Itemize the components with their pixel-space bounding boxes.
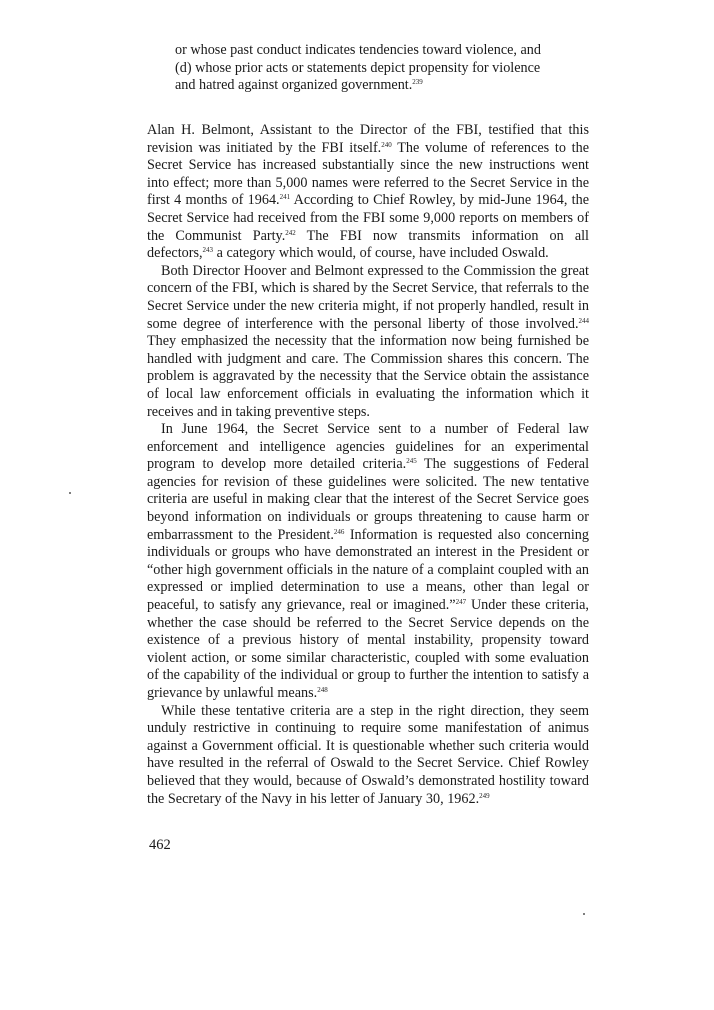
body-paragraph xyxy=(147,421,589,703)
footnote-ref: 248 xyxy=(317,686,328,694)
paragraph-text: The suggestions of Federal agencies for revision of these guidelines were solicited. The new tentative criteria are useful in making clear that the interest of the Secret Service goes beyond information on individuals or groups threatening to cause harm or embarrassment to the President. xyxy=(147,456,590,543)
footnote-ref: 240 xyxy=(381,140,392,149)
paragraph-text: They emphasized the necessity that the information now being furnished be handled with judgment and care. The Commission shares this concern. The problem is aggravated by the necessity that the Service obtain the assistance of local law enforcement officials in evaluating the information which it receives and in taking preventive steps. xyxy=(147,333,589,420)
footnote-ref: 244 xyxy=(578,316,589,325)
block-quote xyxy=(175,42,589,95)
paragraph-text: The volume of references to the Secret Service has increased substantially since the new instructions went into effect; more than 5,000 names were referred to the Secret Service in the first 4 months of 1964. xyxy=(147,139,589,209)
quote-line: and hatred against organized government. xyxy=(175,77,413,94)
paragraph-text: Alan H. Belmont, Assistant to the Director of the FBI, testified that this revision was initiated by the FBI itself. xyxy=(147,122,589,156)
footnote-ref: 247 xyxy=(455,598,467,607)
paragraph-text: Both Director Hoover and Belmont expressed to the Commission the great concern of the FBI, which is shared by the Secret Service, that referrals to the Secret Service under the new criteria might, if not properly handled, result in some degree of interference with the personal liberty of those involved. xyxy=(147,262,589,332)
footnote-ref: 246 xyxy=(333,527,345,536)
footnote-ref: 249 xyxy=(479,791,490,800)
body-paragraph xyxy=(147,122,589,263)
paragraph-text: According to Chief Rowley, by mid-June 1964, the Secret Service had received from the FBI some 9,000 reports on members of the Communist Party. xyxy=(147,192,589,244)
footnote-ref: 239 xyxy=(412,78,423,87)
scan-speck xyxy=(69,492,71,494)
paragraph-text: a category which would, of course, have included Oswald. xyxy=(213,245,549,262)
quote-paragraph xyxy=(175,42,589,95)
footnote-ref: 241 xyxy=(279,193,291,202)
footnote-ref: 243 xyxy=(202,246,214,255)
scan-speck xyxy=(583,913,585,915)
page-number: 462 xyxy=(149,837,171,853)
body-text xyxy=(147,122,589,808)
paragraph-text: Under these criteria, whether the case should be referred to the Secret Service depends on the existence of a previous history of mental instability, propensity toward violent action, or some similar characteristic, coupled with some evaluation of the capability of the individual or group to further the intention to satisfy a grievance by unlawful means. xyxy=(147,597,589,701)
paragraph-text: While these tentative criteria are a step in the right direction, they seem unduly restrictive in continuing to require some manifestation of animus against a Government official. It is questionable whether such criteria would have resulted in the referral of Oswald to the Secret Service. Chief Rowley believed that they would, because of Oswald’s demonstrated hostility toward the Secretary of the Navy in his letter of January 30, 1962. xyxy=(147,702,589,807)
paragraph-text: Information is requested also concerning individuals or groups who have demonstrated an interest in the President or “other high government officials in the nature of a complaint coupled with an expressed or implied determination to use a means, other than legal or peaceful, to satisfy any grievance, real or imagined.” xyxy=(147,526,589,614)
footnote-ref: 245 xyxy=(406,457,417,466)
quote-line: or whose past conduct indicates tendencies toward violence, and xyxy=(175,42,541,58)
paragraph-text: The FBI now transmits information on all defectors, xyxy=(147,227,589,262)
quote-line: (d) whose prior acts or statements depict propensity for violence xyxy=(175,59,541,76)
body-paragraph xyxy=(147,703,589,809)
paragraph-text: In June 1964, the Secret Service sent to a number of Federal law enforcement and intelligence agencies guidelines for an experimental program to develop more detailed criteria. xyxy=(147,421,589,473)
body-paragraph xyxy=(147,263,589,421)
footnote-ref: 242 xyxy=(285,228,296,237)
